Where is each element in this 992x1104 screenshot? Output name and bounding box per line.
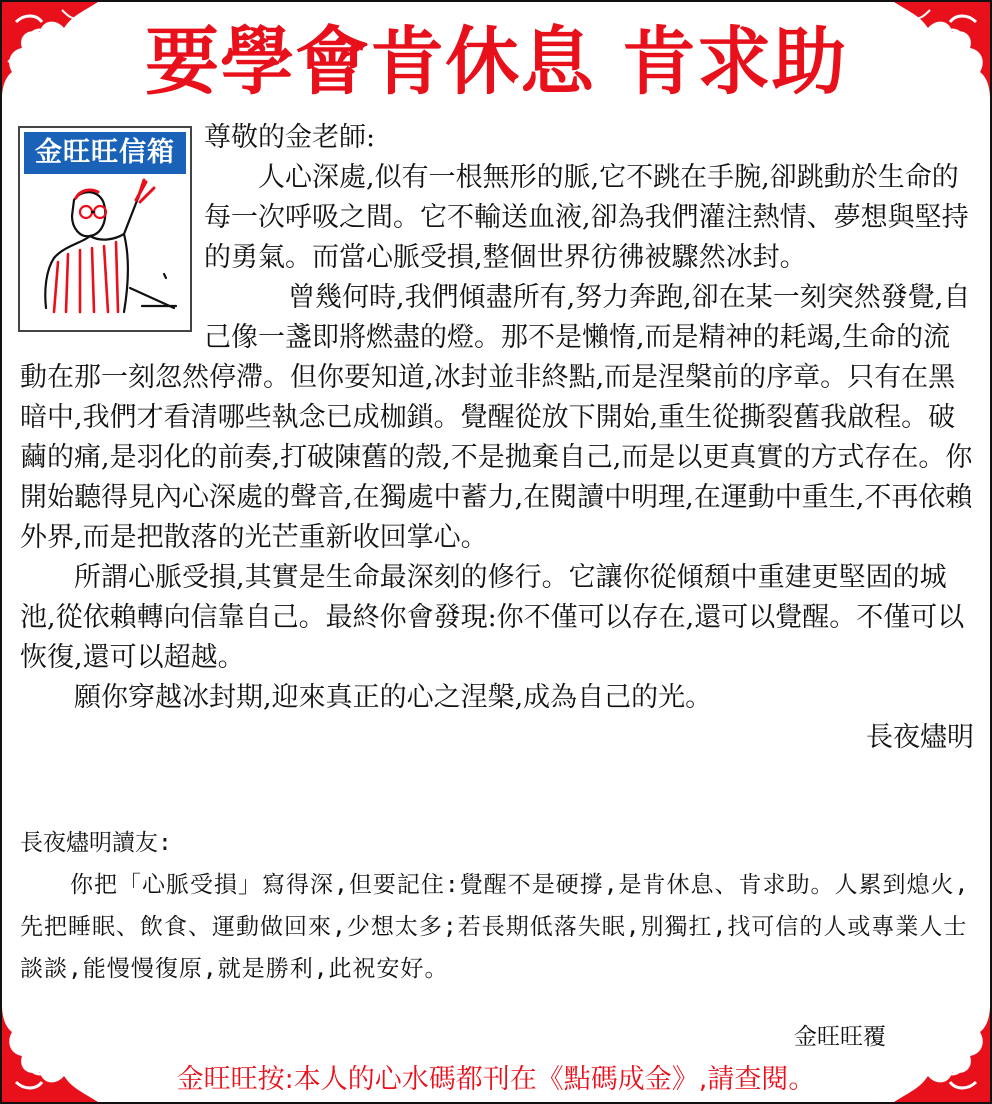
corner-ornament-icon bbox=[890, 2, 990, 102]
footer-text: 本人的心水碼都刊在《點碼成金》,請查閱。 bbox=[293, 1064, 816, 1095]
footer-lead: 金旺旺按: bbox=[176, 1064, 294, 1095]
badge-spacer bbox=[20, 118, 204, 322]
footer-note bbox=[102, 1062, 890, 1098]
reply-salutation: 長夜燼明讀友: bbox=[20, 830, 172, 856]
column-name: 金旺旺信箱 bbox=[24, 132, 186, 174]
reply-paragraph: 你把「心脈受損」寫得深,但要記住:覺醒不是硬撐,是肯休息、肯求助。人累到熄火,先把睡眠、飲食、運動做回來,少想太多;若長期低落失眠,別獨扛,找可信的人或專業人士談談,能慢慢復原,就是勝利,此祝安好。 bbox=[20, 872, 970, 982]
reader-letter bbox=[20, 118, 974, 758]
letter-salutation: 尊敬的金老師: bbox=[204, 122, 376, 153]
reply-signature: 金旺旺覆 bbox=[794, 1024, 886, 1050]
letter-paragraph: 所謂心脈受損,其實是生命最深刻的修行。它讓你從傾頹中重建更堅固的城池,從依賴轉向信靠自己。最終你會發現:你不僅可以存在,還可以覺醒。不僅可以恢復,還可以超越。 bbox=[20, 562, 965, 673]
corner-ornament-icon bbox=[2, 2, 102, 102]
corner-ornament-icon bbox=[890, 1002, 990, 1102]
letter-signature: 長夜燼明 bbox=[866, 722, 974, 753]
letter-paragraph: 願你穿越冰封期,迎來真正的心之涅槃,成為自己的光。 bbox=[74, 682, 713, 713]
letter-paragraph: 人心深處,似有一根無形的脈,它不跳在手腕,卻跳動於生命的每一次呼吸之間。它不輸送血液,卻為我們灌注熱情、夢想與堅持的勇氣。而當心脈受損,整個世界彷彿被驟然冰封。 bbox=[204, 162, 969, 273]
article-title: 要學會肯休息 肯求助 bbox=[145, 19, 847, 105]
letter-paragraph: 曾幾何時,我們傾盡所有,努力奔跑,卻在某一刻突然發覺,自己像一盞即將燃盡的燈。那不是懶惰,而是精神的耗竭,生命的流動在那一刻忽然停滯。但你要知道,冰封並非終點,而是涅槃前的序章。只有在黑暗中,我們才看清哪些執念已成枷鎖。覺醒從放下開始,重生從撕裂舊我啟程。破繭的痛,是羽化的前奏,打破陳舊的殼,不是拋棄自己,而是以更真實的方式存在。你開始聽得見內心深處的聲音,在獨處中蓄力,在閱讀中明理,在運動中重生,不再依賴外界,而是把散落的光芒重新收回掌心。 bbox=[20, 282, 973, 553]
corner-ornament-icon bbox=[2, 1002, 102, 1102]
columnist-reply bbox=[20, 822, 974, 990]
